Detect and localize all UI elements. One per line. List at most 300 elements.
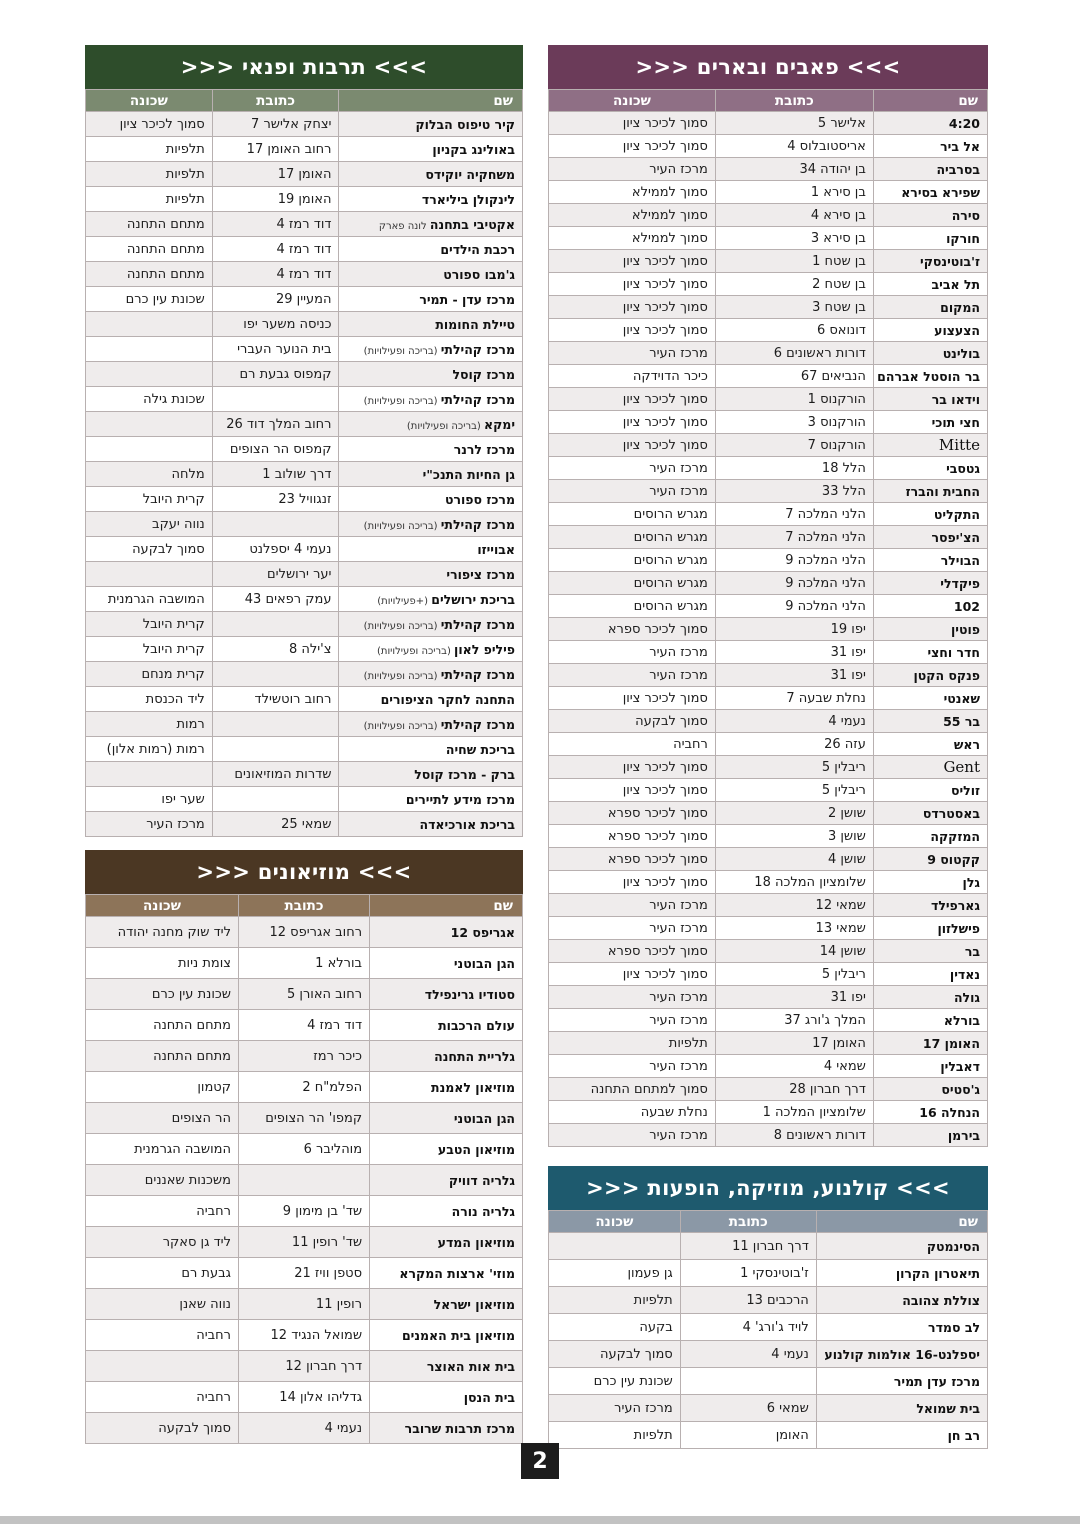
- neighborhood-cell: [549, 1233, 681, 1260]
- neighborhood-cell: נווה שאנן: [86, 1289, 239, 1320]
- table-row: [86, 362, 523, 387]
- address-cell: קמפו' הר הצופים: [238, 1103, 369, 1134]
- table-row: [86, 687, 523, 712]
- table-row: [549, 388, 988, 411]
- neighborhood-cell: סמוך לכיכר ציון: [549, 319, 716, 342]
- neighborhood-cell: צומת ניות: [86, 948, 239, 979]
- neighborhood-cell: קרית היובל: [86, 637, 213, 662]
- name-cell: משחקיה יוקידס: [339, 162, 523, 187]
- address-cell: רחוב אגריפס 12: [238, 917, 369, 948]
- address-cell: דוד רמז 4: [238, 1010, 369, 1041]
- neighborhood-cell: סמוך לכיכר ציון: [549, 687, 716, 710]
- name-cell: פיליפ לאון (בריכה ופעילויות): [339, 637, 523, 662]
- name-cell: הצעצוע: [873, 319, 987, 342]
- address-cell: דרך חברון 12: [238, 1351, 369, 1382]
- name-cell: מרכז קהילתי (בריכה ופעילויות): [339, 387, 523, 412]
- address-cell: הלני המלכה 9: [715, 595, 873, 618]
- address-cell: הלני המלכה 9: [715, 549, 873, 572]
- table-row: [86, 237, 523, 262]
- address-cell: שלומציון המלכה 18: [715, 871, 873, 894]
- name-cell: זוליס: [873, 779, 987, 802]
- table-row: [86, 1134, 523, 1165]
- address-cell: יפו 31: [715, 664, 873, 687]
- neighborhood-cell: סמוך לכיכר ציון: [86, 112, 213, 137]
- address-cell: [238, 1165, 369, 1196]
- neighborhood-cell: מרכז העיר: [549, 1124, 716, 1147]
- name-cell: מוזיאון הטבע: [370, 1134, 523, 1165]
- table-row: [86, 948, 523, 979]
- address-cell: בן סירא 1: [715, 181, 873, 204]
- neighborhood-cell: רחביה: [86, 1320, 239, 1351]
- column-header-row: [86, 895, 523, 917]
- table-row: [86, 737, 523, 762]
- table-row: [549, 1314, 988, 1341]
- table-row: [86, 1413, 523, 1444]
- name-cell: 4:20: [873, 112, 987, 135]
- name-cell: אקטיבי בתחנה לונה פארק: [339, 212, 523, 237]
- name-cell: לב סמדר: [816, 1314, 987, 1341]
- table-row: [549, 1233, 988, 1260]
- neighborhood-cell: שכונת עין כרם: [86, 979, 239, 1010]
- table-row: [549, 1368, 988, 1395]
- name-cell: גלריה דוויק: [370, 1165, 523, 1196]
- neighborhood-cell: מרכז העיר: [549, 917, 716, 940]
- name-cell: ימקא (בריכה ופעילויות): [339, 412, 523, 437]
- name-cell: פישלזון: [873, 917, 987, 940]
- table-row: [549, 457, 988, 480]
- table-row: [549, 940, 988, 963]
- address-cell: הלני המלכה 7: [715, 526, 873, 549]
- address-cell: האומן 17: [715, 1032, 873, 1055]
- table-row: [549, 549, 988, 572]
- address-cell: דורות ראשונים 8: [715, 1124, 873, 1147]
- table-row: [549, 1055, 988, 1078]
- neighborhood-cell: שכונת עין כרם: [86, 287, 213, 312]
- name-cell: יספלנט-16 אולמות קולנוע: [816, 1341, 987, 1368]
- column-header-name: שם: [873, 90, 987, 112]
- table-row: [549, 618, 988, 641]
- table-row: [86, 917, 523, 948]
- table-row: [86, 1258, 523, 1289]
- name-cell: סטודיו גרינפילד: [370, 979, 523, 1010]
- name-cell: בורלא: [873, 1009, 987, 1032]
- table-row: [86, 387, 523, 412]
- name-cell: ג'מבו ספורט: [339, 262, 523, 287]
- table-row: [549, 365, 988, 388]
- address-cell: בורלא 1: [238, 948, 369, 979]
- address-cell: [680, 1368, 816, 1395]
- address-cell: הנביאים 67: [715, 365, 873, 388]
- table-row: [549, 664, 988, 687]
- table-row: [549, 641, 988, 664]
- table-row: [86, 137, 523, 162]
- neighborhood-cell: מגרש הרוסים: [549, 572, 716, 595]
- neighborhood-cell: תלפיות: [86, 162, 213, 187]
- address-cell: יפו 19: [715, 618, 873, 641]
- name-cell: מרכז קהילתי (בריכה ופעילויות): [339, 662, 523, 687]
- address-cell: אריסטובלוס 4: [715, 135, 873, 158]
- address-cell: שלומציון המלכה 1: [715, 1101, 873, 1124]
- address-cell: עזה 26: [715, 733, 873, 756]
- address-cell: דוד רמז 4: [212, 212, 339, 237]
- table-row: [549, 848, 988, 871]
- name-cell: גטסבי: [873, 457, 987, 480]
- address-cell: ז'בוטינסקי 1: [680, 1260, 816, 1287]
- table-row: [86, 162, 523, 187]
- name-cell: הגן הבוטני: [370, 948, 523, 979]
- address-cell: הלני המלכה 7: [715, 503, 873, 526]
- table-row: [549, 480, 988, 503]
- name-cell: מוזי' ארצות המקרא: [370, 1258, 523, 1289]
- table-row: [549, 963, 988, 986]
- table-row: [549, 1009, 988, 1032]
- table-row: [86, 287, 523, 312]
- neighborhood-cell: מרכז העיר: [549, 480, 716, 503]
- neighborhood-cell: תלפיות: [86, 187, 213, 212]
- column-header-address: כתובת: [212, 90, 339, 112]
- address-cell: האומן: [680, 1422, 816, 1449]
- name-cell: 102: [873, 595, 987, 618]
- neighborhood-cell: שכונת גילה: [86, 387, 213, 412]
- column-header-address: כתובת: [715, 90, 873, 112]
- neighborhood-cell: מתחם התחנה: [86, 1041, 239, 1072]
- address-cell: שושן 2: [715, 802, 873, 825]
- table-row: [86, 637, 523, 662]
- neighborhood-cell: תלפיות: [549, 1422, 681, 1449]
- address-cell: [212, 612, 339, 637]
- address-cell: שדרות המוזיאונים: [212, 762, 339, 787]
- address-cell: הורקנוס 3: [715, 411, 873, 434]
- address-cell: [212, 737, 339, 762]
- table-row: [86, 1010, 523, 1041]
- name-cell: בר: [873, 940, 987, 963]
- name-cell: המקום: [873, 296, 987, 319]
- address-cell: כיכר רמז: [238, 1041, 369, 1072]
- table-row: [549, 894, 988, 917]
- name-cell: פנקס הקטן: [873, 664, 987, 687]
- address-cell: רחוב האומן 17: [212, 137, 339, 162]
- neighborhood-cell: סמוך לכיכר ציון: [549, 963, 716, 986]
- table-row: [549, 227, 988, 250]
- neighborhood-cell: נווה יעקב: [86, 512, 213, 537]
- name-cell: הבוילר: [873, 549, 987, 572]
- neighborhood-cell: [86, 362, 213, 387]
- address-cell: המעיין 29: [212, 287, 339, 312]
- column-header-neighborhood: שכונה: [86, 90, 213, 112]
- neighborhood-cell: מרכז העיר: [549, 1055, 716, 1078]
- name-cell: באסטרדס: [873, 802, 987, 825]
- name-cell: הנחלה 16: [873, 1101, 987, 1124]
- neighborhood-cell: סמוך לכיכר ציון: [549, 273, 716, 296]
- name-cell: אל ביר: [873, 135, 987, 158]
- neighborhood-cell: מתחם התחנה: [86, 1010, 239, 1041]
- neighborhood-cell: שער יפו: [86, 787, 213, 812]
- name-cell: חדר וחצי: [873, 641, 987, 664]
- table-row: [86, 1103, 523, 1134]
- neighborhood-cell: נחלת שבעה: [549, 1101, 716, 1124]
- neighborhood-cell: מרכז העיר: [549, 158, 716, 181]
- neighborhood-cell: רחביה: [86, 1382, 239, 1413]
- neighborhood-cell: מגרש הרוסים: [549, 549, 716, 572]
- neighborhood-cell: תלפיות: [549, 1287, 681, 1314]
- address-cell: הלל 33: [715, 480, 873, 503]
- table-row: [549, 825, 988, 848]
- neighborhood-cell: [86, 437, 213, 462]
- table-row: [549, 526, 988, 549]
- address-cell: קמפוס גבעת רם: [212, 362, 339, 387]
- neighborhood-cell: רמות (רמות אלון): [86, 737, 213, 762]
- table-row: [549, 1395, 988, 1422]
- name-cell: התקליט: [873, 503, 987, 526]
- table-row: [86, 1320, 523, 1351]
- name-cell: גן החיות התנכ"י: [339, 462, 523, 487]
- name-cell: סירה: [873, 204, 987, 227]
- address-cell: קמפוס הר הצופים: [212, 437, 339, 462]
- neighborhood-cell: מרכז העיר: [549, 641, 716, 664]
- name-cell: מרכז תרבות שרובר: [370, 1413, 523, 1444]
- address-cell: המלך ג'ורג 37: [715, 1009, 873, 1032]
- table-row: [549, 342, 988, 365]
- table-row: [86, 1041, 523, 1072]
- address-cell: רופין 11: [238, 1289, 369, 1320]
- name-cell: רב חן: [816, 1422, 987, 1449]
- name-cell: המזקקה: [873, 825, 987, 848]
- address-cell: שמאי 4: [715, 1055, 873, 1078]
- address-cell: בן יהודה 34: [715, 158, 873, 181]
- table-row: [86, 762, 523, 787]
- name-cell: מרכז מידע לתיירים: [339, 787, 523, 812]
- name-cell: בסרביה: [873, 158, 987, 181]
- name-cell: טיילת החומות: [339, 312, 523, 337]
- address-cell: דוד רמז 4: [212, 237, 339, 262]
- cinema-music-shows-title: >>> קולנוע, מוזיקה, הופעות <<<: [548, 1166, 988, 1210]
- neighborhood-cell: תלפיות: [86, 137, 213, 162]
- neighborhood-cell: סמוך לכיכר ציון: [549, 135, 716, 158]
- name-cell: החבית והברז: [873, 480, 987, 503]
- neighborhood-cell: סמוך לכיכר ציון: [549, 388, 716, 411]
- name-cell: הצ'יפסר: [873, 526, 987, 549]
- table-row: [549, 204, 988, 227]
- address-cell: ריבלין 5: [715, 779, 873, 802]
- table-row: [86, 812, 523, 837]
- address-cell: בן שטח 3: [715, 296, 873, 319]
- pubs-bars-title: >>> פאבים ובארים <<<: [548, 45, 988, 89]
- name-cell: נאדין: [873, 963, 987, 986]
- name-cell: דאבלין: [873, 1055, 987, 1078]
- table-row: [549, 802, 988, 825]
- name-cell: בריכת שחיה: [339, 737, 523, 762]
- name-cell: מוזיאון המדע: [370, 1227, 523, 1258]
- page-number-badge: [521, 1443, 559, 1479]
- name-cell: פוטין: [873, 618, 987, 641]
- address-cell: ריבלין 5: [715, 963, 873, 986]
- neighborhood-cell: סמוך לכיכר ציון: [549, 250, 716, 273]
- table-row: [549, 181, 988, 204]
- name-cell: גלריה נורה: [370, 1196, 523, 1227]
- neighborhood-cell: [86, 562, 213, 587]
- table-row: [549, 319, 988, 342]
- address-cell: שושן 4: [715, 848, 873, 871]
- address-cell: נעמי 4: [238, 1413, 369, 1444]
- name-cell: ז'בוטינסקי: [873, 250, 987, 273]
- table-row: [86, 212, 523, 237]
- address-cell: הורקנוס 1: [715, 388, 873, 411]
- neighborhood-cell: סמוך לכיכר ציון: [549, 756, 716, 779]
- neighborhood-cell: מגרש הרוסים: [549, 526, 716, 549]
- address-cell: דרך חברון 28: [715, 1078, 873, 1101]
- address-cell: נעמי 4 יספלנט: [212, 537, 339, 562]
- name-cell: מרכז לרנר: [339, 437, 523, 462]
- name-cell: בולינט: [873, 342, 987, 365]
- address-cell: דוד רמז 4: [212, 262, 339, 287]
- neighborhood-cell: סמוך לבקעה: [549, 1341, 681, 1368]
- table-row: [549, 296, 988, 319]
- table-row: [549, 250, 988, 273]
- address-cell: בית הנוער העברי: [212, 337, 339, 362]
- name-cell: אגריפס 12: [370, 917, 523, 948]
- name-cell: חורקו: [873, 227, 987, 250]
- name-cell: Gent: [873, 756, 987, 779]
- neighborhood-cell: גן פעמון: [549, 1260, 681, 1287]
- address-cell: נעמי 4: [715, 710, 873, 733]
- table-row: [86, 1072, 523, 1103]
- neighborhood-cell: [86, 312, 213, 337]
- table-row: [86, 587, 523, 612]
- address-cell: עמק רפאים 43: [212, 587, 339, 612]
- museums-section: [85, 850, 523, 1444]
- address-cell: דונואס 6: [715, 319, 873, 342]
- neighborhood-cell: הר הצופים: [86, 1103, 239, 1134]
- name-cell: קיר טיפוס הבלוק: [339, 112, 523, 137]
- address-cell: רחוב האורן 5: [238, 979, 369, 1010]
- neighborhood-cell: סמוך לבקעה: [86, 1413, 239, 1444]
- name-cell: מרכז קהילתי (בריכה ופעילויות): [339, 337, 523, 362]
- column-header-neighborhood: שכונה: [549, 90, 716, 112]
- table-row: [86, 262, 523, 287]
- name-cell: קקטוס 9: [873, 848, 987, 871]
- neighborhood-cell: סמוך לכיכר ציון: [549, 296, 716, 319]
- table-row: [549, 1032, 988, 1055]
- address-cell: יער ירושלים: [212, 562, 339, 587]
- neighborhood-cell: בקעה: [549, 1314, 681, 1341]
- museums-table: [85, 894, 523, 1444]
- name-cell: באולינג בקניון: [339, 137, 523, 162]
- name-cell: אבוייזו: [339, 537, 523, 562]
- neighborhood-cell: מרכז העיר: [549, 664, 716, 687]
- address-cell: הלני המלכה 9: [715, 572, 873, 595]
- pubs-bars-table: [548, 89, 988, 1147]
- table-row: [549, 756, 988, 779]
- name-cell: בית אות האוצר: [370, 1351, 523, 1382]
- table-row: [86, 612, 523, 637]
- address-cell: [212, 787, 339, 812]
- table-row: [549, 411, 988, 434]
- neighborhood-cell: מרכז העיר: [549, 986, 716, 1009]
- neighborhood-cell: המושבה הגרמנית: [86, 1134, 239, 1165]
- name-cell: גלן: [873, 871, 987, 894]
- address-cell: האומן 19: [212, 187, 339, 212]
- neighborhood-cell: סמוך לבקעה: [549, 710, 716, 733]
- neighborhood-cell: [86, 337, 213, 362]
- name-cell: הגן הבוטני: [370, 1103, 523, 1134]
- table-row: [549, 779, 988, 802]
- name-cell: מוזיאון לאמנת: [370, 1072, 523, 1103]
- neighborhood-cell: רמות: [86, 712, 213, 737]
- name-cell: מרכז ספורט: [339, 487, 523, 512]
- address-cell: לויד ג'ורג' 4: [680, 1314, 816, 1341]
- neighborhood-cell: סמוך לכיכר ספרא: [549, 802, 716, 825]
- address-cell: שמאי 12: [715, 894, 873, 917]
- column-header-name: שם: [816, 1211, 987, 1233]
- left-column: [85, 45, 523, 1449]
- table-row: [549, 687, 988, 710]
- address-cell: [212, 712, 339, 737]
- name-cell: חצי תוכי: [873, 411, 987, 434]
- neighborhood-cell: מרכז העיר: [86, 812, 213, 837]
- name-cell: שפירא בסירא: [873, 181, 987, 204]
- address-cell: יפו 31: [715, 986, 873, 1009]
- table-row: [86, 337, 523, 362]
- address-cell: הורקנוס 7: [715, 434, 873, 457]
- name-cell: מרכז קהילתי (בריכה ופעילויות): [339, 512, 523, 537]
- address-cell: כניסה משער יפו: [212, 312, 339, 337]
- address-cell: ריבלין 5: [715, 756, 873, 779]
- name-cell: ג'סטיס: [873, 1078, 987, 1101]
- cinema-music-shows-table: [548, 1210, 988, 1449]
- name-cell: ראש: [873, 733, 987, 756]
- neighborhood-cell: [86, 412, 213, 437]
- neighborhood-cell: מגרש הרוסים: [549, 503, 716, 526]
- address-cell: בן סירא 4: [715, 204, 873, 227]
- neighborhood-cell: משכנות שאננים: [86, 1165, 239, 1196]
- neighborhood-cell: סמוך לכיכר ציון: [549, 411, 716, 434]
- museums-title: >>> מוזיאונים <<<: [85, 850, 523, 894]
- address-cell: שד' רופין 11: [238, 1227, 369, 1258]
- name-cell: בריכת אורכיאדה: [339, 812, 523, 837]
- name-cell: וידאו בר: [873, 388, 987, 411]
- address-cell: הרכבים 13: [680, 1287, 816, 1314]
- name-cell: מרכז עדן - תמיר: [339, 287, 523, 312]
- neighborhood-cell: סמוך לממילא: [549, 181, 716, 204]
- neighborhood-cell: [86, 1351, 239, 1382]
- table-row: [549, 733, 988, 756]
- name-cell: שאנטי: [873, 687, 987, 710]
- table-row: [549, 871, 988, 894]
- name-cell: תל אביב: [873, 273, 987, 296]
- name-cell: תיאטרון הקרון: [816, 1260, 987, 1287]
- name-cell: בריכת ירושלים (+פעילויות): [339, 587, 523, 612]
- table-row: [549, 112, 988, 135]
- name-cell: רכבת הילדים: [339, 237, 523, 262]
- address-cell: יפו 31: [715, 641, 873, 664]
- address-cell: רחוב המלך דוד 26: [212, 412, 339, 437]
- neighborhood-cell: ליד הכנסת: [86, 687, 213, 712]
- neighborhood-cell: מרכז העיר: [549, 1009, 716, 1032]
- neighborhood-cell: מתחם התחנה: [86, 262, 213, 287]
- column-header-neighborhood: שכונה: [549, 1211, 681, 1233]
- table-row: [549, 135, 988, 158]
- address-cell: שד' בן מימון 9: [238, 1196, 369, 1227]
- name-cell: ברק - מרכז קוסל: [339, 762, 523, 787]
- neighborhood-cell: רחביה: [86, 1196, 239, 1227]
- neighborhood-cell: תלפיות: [549, 1032, 716, 1055]
- name-cell: מרכז קהילתי (בריכה ופעילויות): [339, 712, 523, 737]
- neighborhood-cell: סמוך לכיכר ציון: [549, 434, 716, 457]
- name-cell: פיקדלי: [873, 572, 987, 595]
- neighborhood-cell: סמוך לכיכר ספרא: [549, 940, 716, 963]
- name-cell: גולה: [873, 986, 987, 1009]
- column-header-address: כתובת: [680, 1211, 816, 1233]
